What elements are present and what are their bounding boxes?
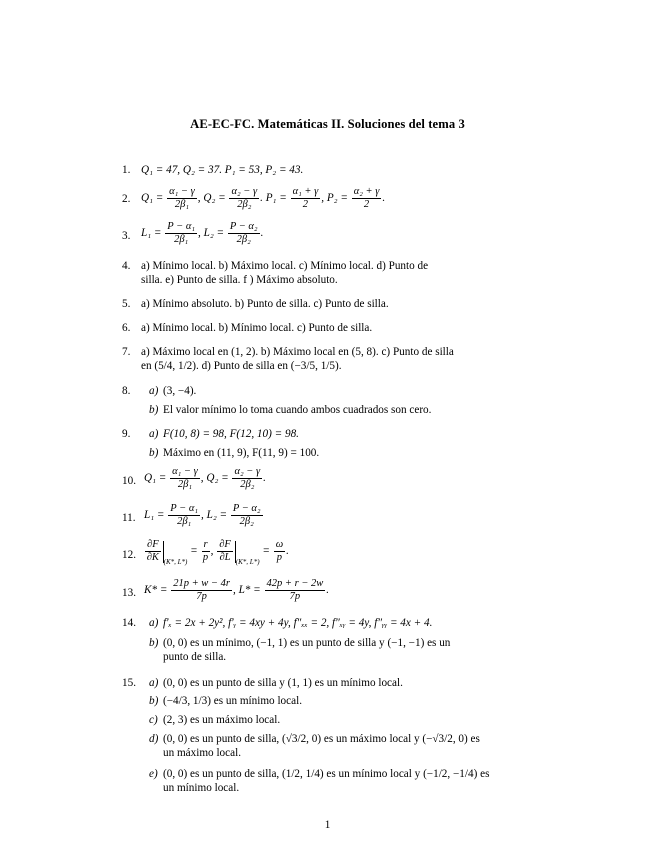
solution-13 — [122, 578, 514, 608]
formula-text: , L₂ = — [201, 509, 228, 522]
solution-5 — [122, 297, 514, 311]
formula-text: Q₁ = — [141, 192, 164, 205]
fraction — [228, 221, 260, 246]
solution-4 — [122, 259, 514, 289]
text-line: a) Mínimo local. b) Máximo local. c) Mínimo local. d) Punto de — [141, 260, 429, 272]
numerator: α₂ − γ — [234, 466, 261, 477]
denominator: 2β₂ — [236, 234, 251, 245]
numerator: P − α₁ — [170, 503, 198, 514]
solution-7 — [122, 345, 514, 375]
denominator: 2β₂ — [239, 516, 254, 527]
fraction — [171, 578, 232, 603]
sub-label: a) — [149, 428, 159, 440]
fraction — [165, 221, 197, 246]
numerator: α₁ − γ — [172, 466, 198, 477]
item-text: a) Mínimo local. b) Mínimo local. c) Punto de silla. — [141, 322, 373, 334]
formula-text: . — [263, 472, 266, 485]
item-number: 7. — [122, 346, 131, 358]
sub-text — [163, 732, 514, 760]
denominator: 2β₁ — [177, 479, 193, 490]
item-number: 3. — [122, 230, 131, 242]
evaluation-point: (K*, L*) — [163, 558, 188, 567]
numerator: α₁ + γ — [292, 186, 319, 197]
fraction — [202, 539, 210, 564]
item-number: 10. — [122, 475, 136, 487]
item-number: 4. — [122, 260, 131, 272]
numerator: α₁ − γ — [169, 186, 195, 197]
sub-label: a) — [149, 617, 159, 629]
item-formula — [144, 578, 514, 603]
formula-text: L₁ = — [144, 509, 165, 522]
fraction — [168, 503, 200, 528]
text-line: silla. e) Punto de silla. f ) Máximo absoluto. — [141, 274, 338, 286]
numerator: P − α₁ — [167, 221, 195, 232]
text-line: un mínimo local. — [163, 782, 240, 794]
sub-text: f′ₓ = 2x + 2y², f′ᵧ = 4xy + 4y, f″ₓₓ = 2, f″ₓᵧ = 4y, f″ᵧᵧ = 4x + 4. — [163, 617, 433, 629]
fraction — [352, 186, 382, 211]
fraction — [232, 466, 262, 491]
denominator: 2β₂ — [240, 479, 255, 490]
formula-text: . — [326, 584, 330, 597]
item-text — [141, 259, 514, 287]
text-line: (0, 0) es un punto de silla, (1/2, 1/4) es un mínimo local y (−1/2, −1/4) es — [163, 768, 490, 780]
formula-text: = — [262, 545, 270, 558]
denominator: ∂L — [219, 552, 231, 563]
formula-text: , L₂ = — [198, 227, 225, 240]
sub-text — [163, 767, 514, 795]
numerator: r — [203, 539, 208, 550]
item-number: 6. — [122, 322, 131, 334]
solution-9 — [122, 427, 514, 461]
formula-text: = — [190, 545, 198, 558]
sub-text: (0, 0) es un punto de silla y (1, 1) es un mínimo local. — [163, 677, 403, 689]
sub-label: d) — [149, 733, 159, 745]
denominator: 2β₁ — [174, 199, 190, 210]
item-number: 1. — [122, 164, 131, 176]
solution-6 — [122, 321, 514, 335]
formula-text: , Q₂ = — [200, 472, 229, 485]
formula-text: , Q₂ = — [197, 192, 226, 205]
sub-label: b) — [149, 447, 159, 459]
item-number: 2. — [122, 193, 131, 205]
page-title: AE-EC-FC. Matemáticas II. Soluciones del tema 3 — [190, 117, 465, 131]
fraction — [291, 186, 321, 211]
item-formula — [141, 221, 514, 246]
text-line: (0, 0) es un mínimo, (−1, 1) es un punto de silla y (−1, −1) es un — [163, 637, 451, 649]
item-formula — [141, 186, 514, 211]
sub-text: El valor mínimo lo toma cuando ambos cuadrados son cero. — [163, 404, 432, 416]
formula-text: , — [210, 545, 214, 558]
numerator: α₂ − γ — [231, 186, 258, 197]
sub-text — [163, 636, 514, 664]
item-formula — [144, 503, 514, 528]
evaluation-point: (K*, L*) — [235, 558, 260, 567]
fraction — [231, 503, 263, 528]
sub-text: F(10, 8) = 98, F(12, 10) = 98. — [163, 428, 299, 440]
fraction — [274, 539, 285, 564]
item-number: 15. — [122, 677, 136, 689]
solution-8 — [122, 384, 514, 418]
numerator: α₂ + γ — [353, 186, 380, 197]
sub-label: a) — [149, 677, 159, 689]
solution-10 — [122, 466, 514, 496]
sub-label: e) — [149, 768, 158, 780]
page-number: 1 — [324, 819, 331, 831]
formula-text: K* = — [144, 584, 168, 597]
formula-text: Q₁ = — [144, 472, 167, 485]
text-line: en (5/4, 1/2). d) Punto de silla en (−3/5, 1/5). — [141, 360, 342, 372]
denominator: 2 — [363, 199, 370, 210]
item-text — [141, 345, 514, 373]
fraction — [167, 186, 197, 211]
numerator: ω — [275, 539, 284, 550]
denominator: 2β₂ — [237, 199, 252, 210]
denominator: 2 — [302, 199, 309, 210]
solution-12 — [122, 539, 514, 571]
solution-2 — [122, 186, 514, 216]
sub-label: c) — [149, 714, 158, 726]
item-number: 5. — [122, 298, 131, 310]
item-text: Q₁ = 47, Q₂ = 37. P₁ = 53, P₂ = 43. — [141, 164, 304, 176]
fraction — [229, 186, 259, 211]
item-number: 14. — [122, 617, 136, 629]
solution-11 — [122, 503, 514, 533]
numerator: ∂F — [147, 539, 159, 550]
denominator: ∂K — [146, 552, 159, 563]
text-line: a) Máximo local en (1, 2). b) Máximo local en (5, 8). c) Punto de silla — [141, 346, 454, 358]
formula-text: . P₁ = — [260, 192, 287, 205]
item-text: a) Mínimo absoluto. b) Punto de silla. c) Punto de silla. — [141, 298, 389, 310]
item-number: 13. — [122, 587, 136, 599]
numerator: P − α₂ — [229, 221, 258, 232]
formula-text: . — [286, 545, 289, 558]
solution-1 — [122, 163, 514, 177]
item-number: 8. — [122, 385, 131, 397]
partial-derivative — [145, 539, 161, 564]
sub-label: a) — [149, 385, 159, 397]
denominator: p — [202, 552, 209, 563]
solution-3 — [122, 221, 514, 251]
sub-label: b) — [149, 695, 159, 707]
item-formula — [144, 466, 514, 491]
sub-text: (2, 3) es un máximo local. — [163, 714, 281, 726]
formula-text: L₁ = — [141, 227, 162, 240]
fraction — [170, 466, 200, 491]
solution-14 — [122, 616, 514, 666]
solution-15 — [122, 676, 514, 796]
formula-text: . — [382, 192, 386, 205]
formula-text: . — [260, 227, 264, 240]
numerator: 21p + w − 4r — [173, 578, 230, 589]
formula-text: , P₂ = — [321, 192, 348, 205]
item-number: 9. — [122, 428, 131, 440]
numerator: 42p + r − 2w — [266, 578, 324, 589]
denominator: 7p — [196, 591, 207, 602]
text-line: un máximo local. — [163, 747, 241, 759]
numerator: P − α₂ — [232, 503, 261, 514]
sub-label: b) — [149, 637, 159, 649]
fraction — [265, 578, 326, 603]
sub-label: b) — [149, 404, 159, 416]
sub-text: (3, −4). — [163, 385, 197, 397]
denominator: 2β₁ — [177, 516, 192, 527]
text-line: punto de silla. — [163, 651, 227, 663]
sub-text: Máximo en (11, 9), F(11, 9) = 100. — [163, 447, 320, 459]
sub-text: (−4/3, 1/3) es un mínimo local. — [163, 695, 302, 707]
denominator: 7p — [289, 591, 301, 602]
denominator: 2β₁ — [174, 234, 189, 245]
denominator: p — [276, 552, 283, 563]
formula-text: , L* = — [232, 584, 261, 597]
numerator: ∂F — [219, 539, 231, 550]
partial-derivative — [217, 539, 233, 564]
text-line: (0, 0) es un punto de silla, (√3/2, 0) es un máximo local y (−√3/2, 0) es — [163, 733, 480, 745]
item-number: 12. — [122, 549, 136, 561]
item-formula — [144, 539, 514, 569]
item-number: 11. — [122, 512, 136, 524]
